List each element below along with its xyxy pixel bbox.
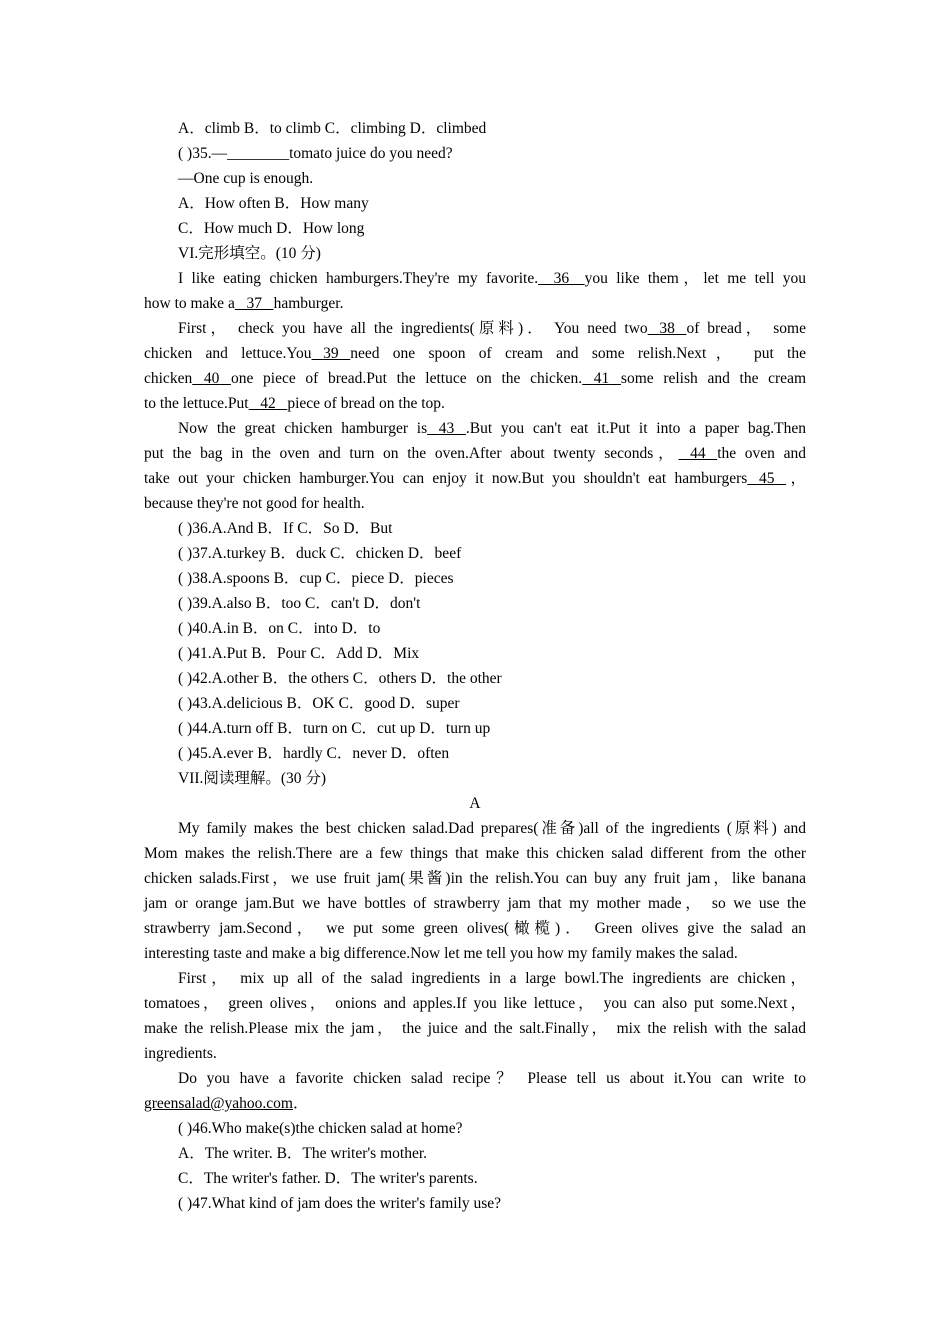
- question-36: ( )36.A.And B．If C．So D．But: [178, 520, 393, 537]
- passage-label: A: [469, 795, 481, 812]
- cloze-p3-line4: because they're not good for health.: [144, 495, 365, 512]
- section-7-heading: VII.阅读理解。(30 分): [178, 770, 327, 787]
- blank-41: 41: [593, 370, 610, 387]
- cloze-p2-line4: to the lettuce.Put 42 piece of bread on the top.: [144, 391, 806, 416]
- question-38: ( )38.A.spoons B．cup C．piece D．pieces: [178, 570, 454, 587]
- question-41: ( )41.A.Put B．Pour C．Add D．Mix: [178, 645, 420, 662]
- question-46-options-cd: C．The writer's father. D．The writer's parents.: [178, 1170, 478, 1187]
- question-46-options-ab: A．The writer. B．The writer's mother.: [178, 1145, 428, 1162]
- question-47-stem: ( )47.What kind of jam does the writer's family use?: [178, 1195, 502, 1212]
- cloze-p1-line1: I like eating chicken hamburgers.They're my favorite. 36 you like them，let me tell you: [144, 266, 806, 291]
- passage-p1-line1: My family makes the best chicken salad.Dad prepares(准备)all of the ingredients (原料) and: [178, 820, 806, 837]
- blank-37: 37: [246, 295, 262, 312]
- passage-p3-line1: Do you have a favorite chicken salad recipe？ Please tell us about it.You can write to: [178, 1070, 806, 1087]
- blank-38: 38: [659, 320, 675, 337]
- cloze-p3-line1: Now the great chicken hamburger is 43 .But you can't eat it.Put it into a paper bag.Then: [144, 416, 806, 441]
- cloze-p2-line3: chicken 40 one piece of bread.Put the lettuce on the chicken. 41 some relish and the cream: [144, 366, 806, 391]
- blank-39: 39: [323, 345, 339, 362]
- cloze-p2-line1: First， check you have all the ingredients(原料)． You need two 38 of bread， some: [144, 316, 806, 341]
- section-6-heading: VI.完形填空。(10 分): [178, 245, 321, 262]
- blank-40: 40: [203, 370, 220, 387]
- passage-p3-line2: greensalad@yahoo.com．: [144, 1095, 309, 1112]
- question-42: ( )42.A.other B．the others C．others D．the other: [178, 670, 502, 687]
- question-44: ( )44.A.turn off B．turn on C．cut up D．turn up: [178, 720, 491, 737]
- passage-p1-line4: jam or orange jam.But we have bottles of strawberry jam that my mother made， so we use the: [144, 895, 806, 912]
- cloze-p3-line3: take out your chicken hamburger.You can enjoy it now.But you shouldn't eat hamburgers 45 ，: [144, 466, 806, 491]
- question-46-stem: ( )46.Who make(s)the chicken salad at home?: [178, 1120, 463, 1137]
- passage-p1-line2: Mom makes the relish.There are a few things that make this chicken salad different from the other: [144, 845, 806, 862]
- passage-p2-line1: First， mix up all of the salad ingredients in a large bowl.The ingredients are chicken，: [178, 970, 806, 987]
- passage-p1-line6: interesting taste and make a big difference.Now let me tell you how my family makes the salad.: [144, 945, 738, 962]
- cloze-p1-line2: how to make a 37 hamburger.: [144, 291, 806, 316]
- blank-45: 45: [758, 470, 775, 487]
- q35-options-ab: A．How often B．How many: [178, 195, 369, 212]
- question-37: ( )37.A.turkey B．duck C．chicken D．beef: [178, 545, 462, 562]
- passage-p1-line3: chicken salads.First，we use fruit jam(果酱)in the relish.You can buy any fruit jam，like banana: [144, 870, 806, 887]
- q34-options: A．climb B．to climb C．climbing D．climbed: [178, 120, 487, 137]
- blank-36: 36: [553, 270, 570, 287]
- passage-p2-line4: ingredients.: [144, 1045, 217, 1062]
- q35-options-cd: C．How much D．How long: [178, 220, 365, 237]
- passage-p2-line3: make the relish.Please mix the jam， the juice and the salt.Finally， mix the relish with the salad: [144, 1020, 806, 1037]
- blank-42: 42: [260, 395, 276, 412]
- question-40: ( )40.A.in B．on C．into D．to: [178, 620, 381, 637]
- cloze-p2-line2: chicken and lettuce.You 39 need one spoon of cream and some relish.Next， put the: [144, 341, 806, 366]
- question-45: ( )45.A.ever B．hardly C．never D．often: [178, 745, 450, 762]
- cloze-p3-line2: put the bag in the oven and turn on the oven.After about twenty seconds， 44 the oven and: [144, 441, 806, 466]
- blank-44: 44: [690, 445, 706, 462]
- q35-stem: ( )35.—________tomato juice do you need?: [178, 145, 453, 162]
- email-link[interactable]: greensalad@yahoo.com: [144, 1095, 293, 1112]
- passage-p2-line2: tomatoes， green olives， onions and apples.If you like lettuce， you can also put some.Next，: [144, 995, 806, 1012]
- blank-43: 43: [438, 420, 455, 437]
- question-43: ( )43.A.delicious B．OK C．good D．super: [178, 695, 460, 712]
- question-39: ( )39.A.also B．too C．can't D．don't: [178, 595, 421, 612]
- passage-p1-line5: strawberry jam.Second， we put some green olives(橄榄)． Green olives give the salad an: [144, 920, 806, 937]
- q35-answer-line: —One cup is enough.: [178, 170, 314, 187]
- worksheet-page: [144, 116, 806, 1216]
